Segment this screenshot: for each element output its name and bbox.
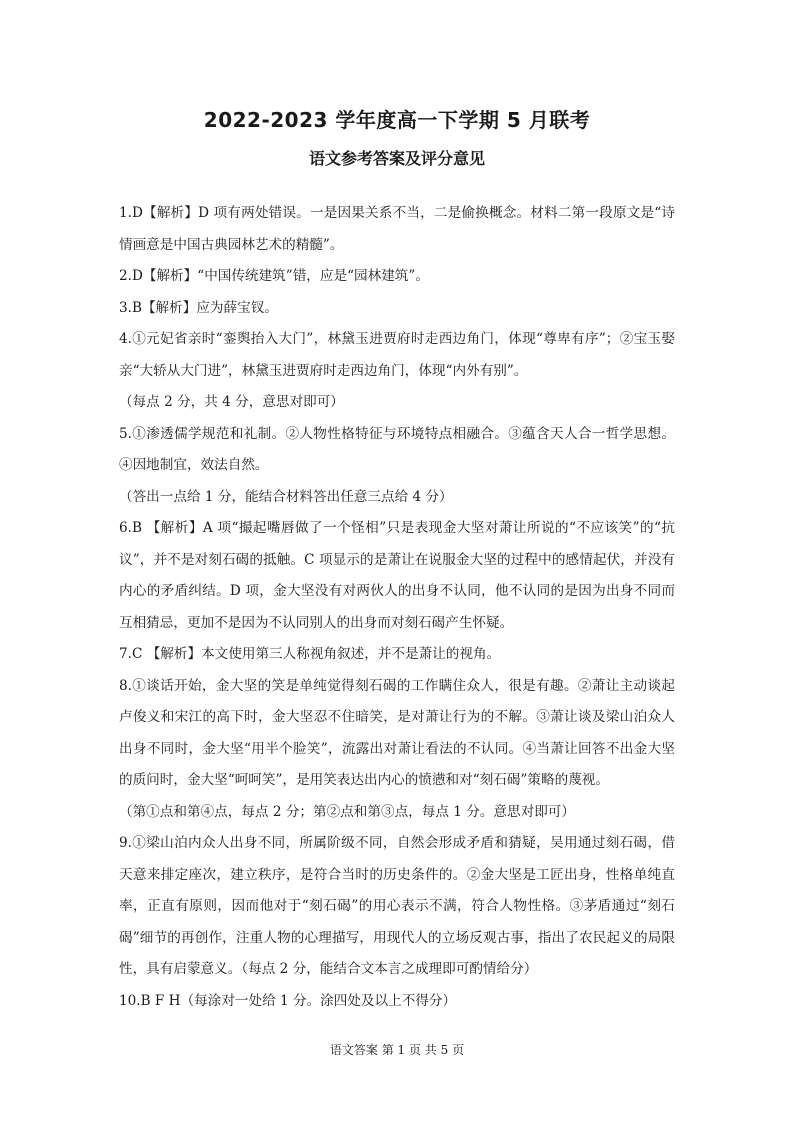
answer-item-5: 5.①渗透儒学规范和礼制。②人物性格特征与环境特点相融合。③蕴含天人合一哲学思想。④因地制宜，效法自然。 (119, 425, 675, 473)
answer-item-2: 2.D【解析】“中国传统建筑”错，应是“园林建筑”。 (119, 268, 429, 284)
page-footer: 语文答案 第 1 页 共 5 页 (329, 1043, 465, 1057)
answer-item-4: 4.①元妃省亲时“銮舆抬入大门”，林黛玉进贾府时走西边角门，体现“尊卑有序”；②宝玉娶亲“大轿从大门进”，林黛玉进贾府时走西边角门，体现“内外有别”。 (119, 331, 675, 379)
page-title: 2022-2023 学年度高一下学期 5 月联考 (203, 108, 591, 132)
answer-item-3: 3.B【解析】应为薛宝钗。 (119, 299, 278, 316)
answer-list (119, 198, 675, 1017)
answer-item-6: 6.B 【解析】A 项“撮起嘴唇做了一个怪相”只是表现金大坚对萧让所说的“不应该笑”的“抗议”，并不是对刻石碣的抵触。C 项显示的是萧让在说服金大坚的过程中的感情起伏，并没有内心的矛盾纠结。D 项，金大坚没有对两伙人的出身不认同，他不认同的是因为出身不同而互相猜忌，更加不是因为不认同别人的出身而对刻石碣产生怀疑。 (119, 520, 675, 631)
answer-item-10: 10.B F H（每涂对一处给 1 分。涂四处及以上不得分） (119, 992, 457, 1009)
page-subtitle: 语文参考答案及评分意见 (308, 149, 485, 168)
answer-item-1: 1.D【解析】D 项有两处错误。一是因果关系不当，二是偷换概念。材料二第一段原文是“诗情画意是中国古典园林艺术的精髓”。 (119, 205, 675, 253)
answer-item-4-scoring-note: （每点 2 分，共 4 分，意思对即可） (119, 394, 344, 410)
answer-item-9: 9.①梁山泊内众人出身不同，所属阶级不同，自然会形成矛盾和猜疑，吴用通过刻石碣，借天意来排定座次，建立秩序，是符合当时的历史条件的。②金大坚是工匠出身，性格单纯直率，正直有原则，因而他对于“刻石碣”的用心表示不满，符合人物性格。③茅盾通过“刻石碣”细节的再创作，注重人物的心理描写，用现代人的立场反观古事，指出了农民起义的局限性，具有启蒙意义。（每点 2 分，能结合文本言之成理即可酌情给分） (119, 835, 675, 977)
answer-item-8-scoring-note: （第①点和第④点，每点 2 分；第②点和第③点，每点 1 分。意思对即可） (119, 803, 575, 820)
answer-item-5-scoring-note: （答出一点给 1 分，能结合材料答出任意三点给 4 分） (119, 488, 453, 505)
answer-item-7: 7.C 【解析】本文使用第三人称视角叙述，并不是萧让的视角。 (119, 646, 501, 662)
answer-item-8: 8.①谈话开始，金大坚的笑是单纯觉得刻石碣的工作瞒住众人，很是有趣。②萧让主动谈起卢俊义和宋江的高下时，金大坚忍不住暗笑，是对萧让行为的不解。③萧让谈及梁山泊众人出身不同时，金大坚“用半个脸笑”，流露出对萧让看法的不认同。④当萧让回答不出金大坚的质问时，金大坚“呵呵笑”，是用笑表达出内心的愤懑和对“刻石碣”策略的蔑视。 (119, 677, 675, 788)
